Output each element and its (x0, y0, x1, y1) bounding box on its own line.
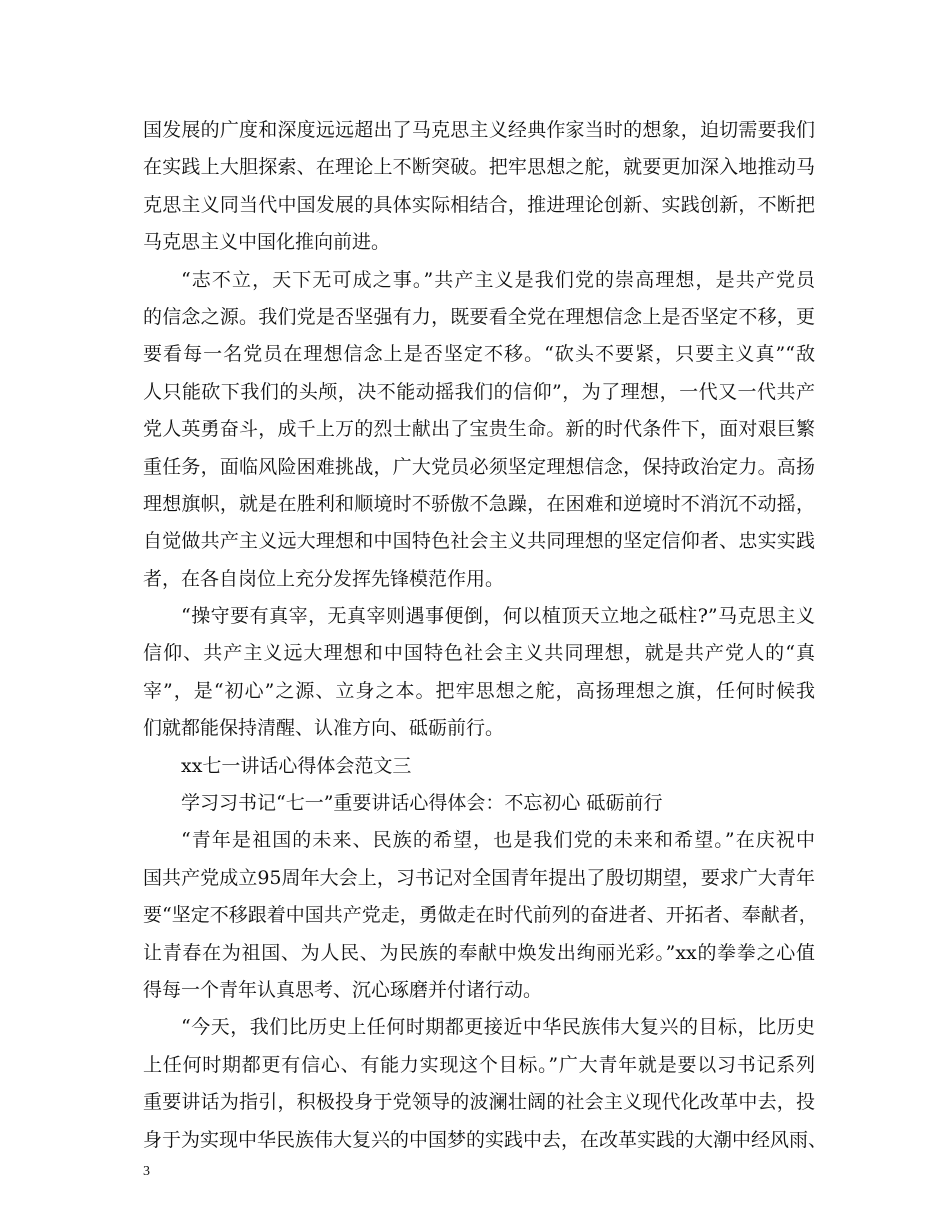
text-line: 国共产党成立95周年大会上，习书记对全国青年提出了殷切期望，要求广大青年 (143, 866, 815, 889)
text-line: 要看每一名党员在理想信念上是否坚定不移。“砍头不要紧，只要主义真”“敌 (143, 343, 815, 366)
text-line: 重任务，面临风险困难挑战，广大党员必须坚定理想信念，保持政治定力。高扬 (143, 455, 815, 478)
document-body (143, 112, 828, 1159)
page-number: 3 (143, 1164, 150, 1179)
text-line: 信仰、共产主义远大理想和中国特色社会主义共同理想，就是共产党人的“真 (143, 642, 815, 665)
text-line: 马克思主义中国化推向前进。 (143, 231, 391, 254)
text-line: 上任何时期都更有信心、有能力实现这个目标。”广大青年就是要以习书记系列 (143, 1053, 815, 1076)
text-line: 人只能砍下我们的头颅，决不能动摇我们的信仰”，为了理想，一代又一代共产 (143, 380, 815, 403)
text-line: “志不立，天下无可成之事。”共产主义是我们党的崇高理想，是共产党员 (181, 268, 815, 291)
text-line: “今天，我们比历史上任何时期都更接近中华民族伟大复兴的目标，比历史 (181, 1016, 815, 1039)
text-line: “操守要有真宰，无真宰则遇事便倒，何以植顶天立地之砥柱?”马克思主义 (181, 605, 815, 628)
text-line: 理想旗帜，就是在胜利和顺境时不骄傲不急躁，在困难和逆境时不消沉不动摇， (143, 492, 815, 515)
text-line: “青年是祖国的未来、民族的希望，也是我们党的未来和希望。”在庆祝中 (181, 829, 815, 852)
text-line: 宰”，是“初心”之源、立身之本。把牢思想之舵，高扬理想之旗，任何时候我 (143, 679, 815, 702)
text-line: 重要讲话为指引，积极投身于党领导的波澜壮阔的社会主义现代化改革中去，投 (143, 1091, 815, 1114)
text-line: 国发展的广度和深度远远超出了马克思主义经典作家当时的想象，迫切需要我们 (143, 119, 815, 141)
text-line: 在实践上大胆探索、在理论上不断突破。把牢思想之舵，就要更加深入地推动马 (143, 156, 815, 179)
text-line: 自觉做共产主义远大理想和中国特色社会主义共同理想的坚定信仰者、忠实实践 (143, 530, 815, 553)
text-line: 克思主义同当代中国发展的具体实际相结合，推进理论创新、实践创新，不断把 (143, 193, 815, 216)
article-title: 学习习书记“七一”重要讲话心得体会：不忘初心 砥砺前行 (181, 792, 663, 815)
section-heading: xx七一讲话心得体会范文三 (181, 754, 412, 777)
text-line: 让青春在为祖国、为人民、为民族的奉献中焕发出绚丽光彩。”xx的拳拳之心值 (143, 941, 815, 964)
text-line: 者，在各自岗位上充分发挥先锋模范作用。 (143, 567, 505, 590)
text-line: 党人英勇奋斗，成千上万的烈士献出了宝贵生命。新的时代条件下，面对艰巨繁 (143, 418, 815, 441)
text-line: 得每一个青年认真思考、沉心琢磨并付诸行动。 (143, 978, 543, 1001)
text-line: 要“坚定不移跟着中国共产党走，勇做走在时代前列的奋进者、开拓者、奉献者， (143, 904, 818, 927)
text-line: 们就都能保持清醒、认准方向、砥砺前行。 (143, 717, 505, 740)
text-line: 身于为实现中华民族伟大复兴的中国梦的实践中去，在改革实践的大潮中经风雨、 (143, 1128, 828, 1151)
text-line: 的信念之源。我们党是否坚强有力，既要看全党在理想信念上是否坚定不移，更 (143, 305, 815, 328)
